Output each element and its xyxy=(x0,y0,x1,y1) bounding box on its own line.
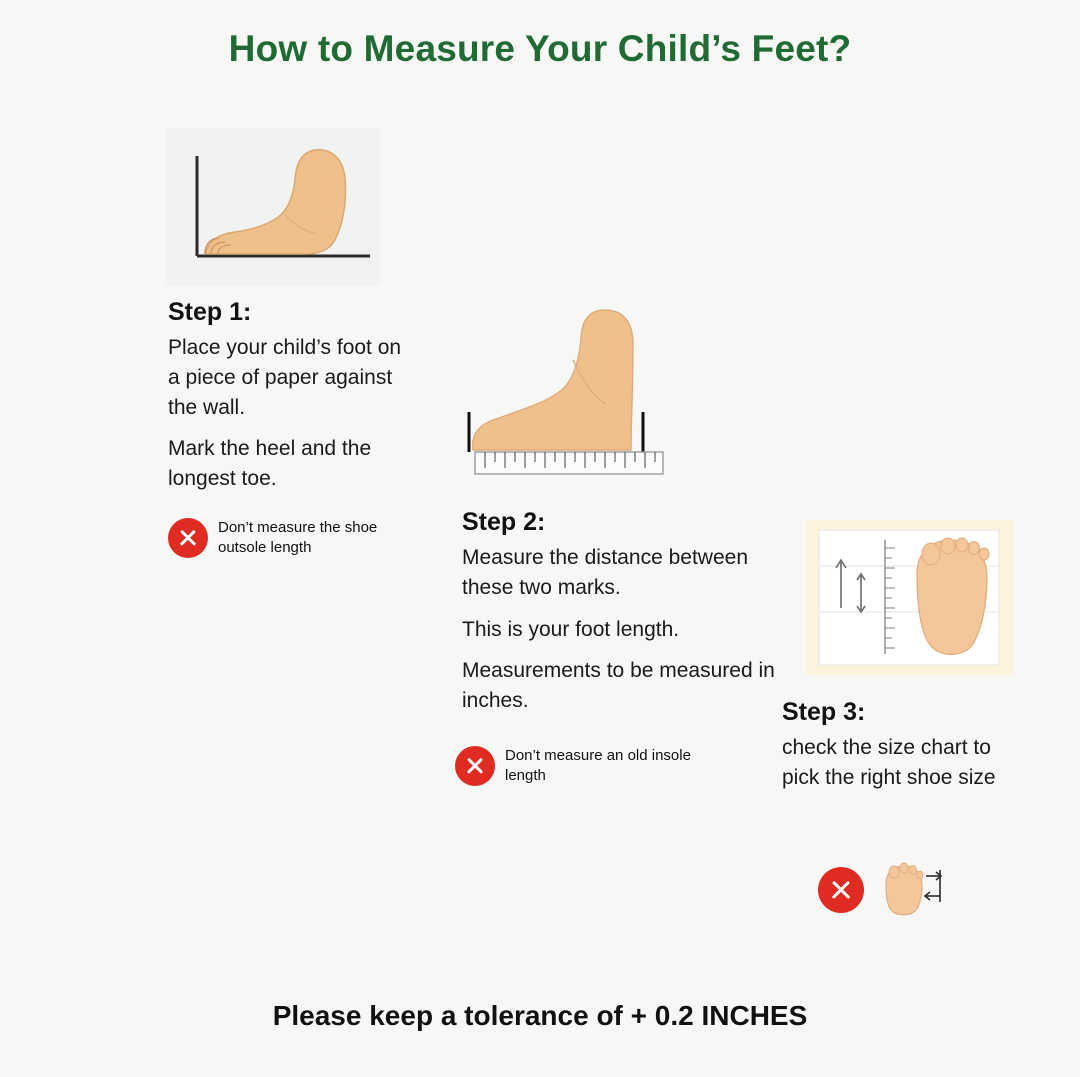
page-title: How to Measure Your Child’s Feet? xyxy=(228,28,852,69)
tolerance-note: Please keep a tolerance of + 0.2 INCHES xyxy=(272,1000,808,1031)
step-1-block xyxy=(168,298,418,494)
step-1-line-2: Mark the heel and the longest toe. xyxy=(168,437,372,491)
step-2-warning-text: Don’t measure an old insole length xyxy=(505,747,691,784)
cross-icon xyxy=(455,746,495,786)
cross-icon xyxy=(168,518,208,558)
step-3-heading: Step 3: xyxy=(782,698,866,726)
step-3-line-1: check the size chart to pick the right shoe size xyxy=(782,736,996,789)
step-2-block xyxy=(462,508,792,716)
cross-icon xyxy=(818,867,864,913)
step-2-body xyxy=(462,543,792,716)
step-3-body xyxy=(782,733,1032,793)
foot-on-size-chart-illustration xyxy=(805,520,1013,675)
step-2-line-1: Measure the distance between these two marks. xyxy=(462,546,749,599)
foot-on-ruler-illustration xyxy=(455,300,685,480)
step-3-block xyxy=(782,698,1032,793)
step-2-heading: Step 2: xyxy=(462,508,546,536)
foot-against-wall-illustration xyxy=(165,128,380,286)
step-1-warning xyxy=(168,518,423,558)
step-3-warning xyxy=(818,862,998,918)
step-1-line-1: Place your child’s foot on a piece of paper against the wall. xyxy=(168,336,402,419)
step-1-warning-text: Don’t measure the shoe outsole length xyxy=(218,519,378,556)
step-1-heading: Step 1: xyxy=(168,298,252,326)
step-2-warning xyxy=(455,746,715,786)
foot-with-arrows-icon xyxy=(874,862,946,918)
step-2-line-3: Measurements to be measured in inches. xyxy=(462,659,775,713)
step-2-line-2: This is your foot length. xyxy=(462,617,680,641)
step-1-body xyxy=(168,333,418,494)
